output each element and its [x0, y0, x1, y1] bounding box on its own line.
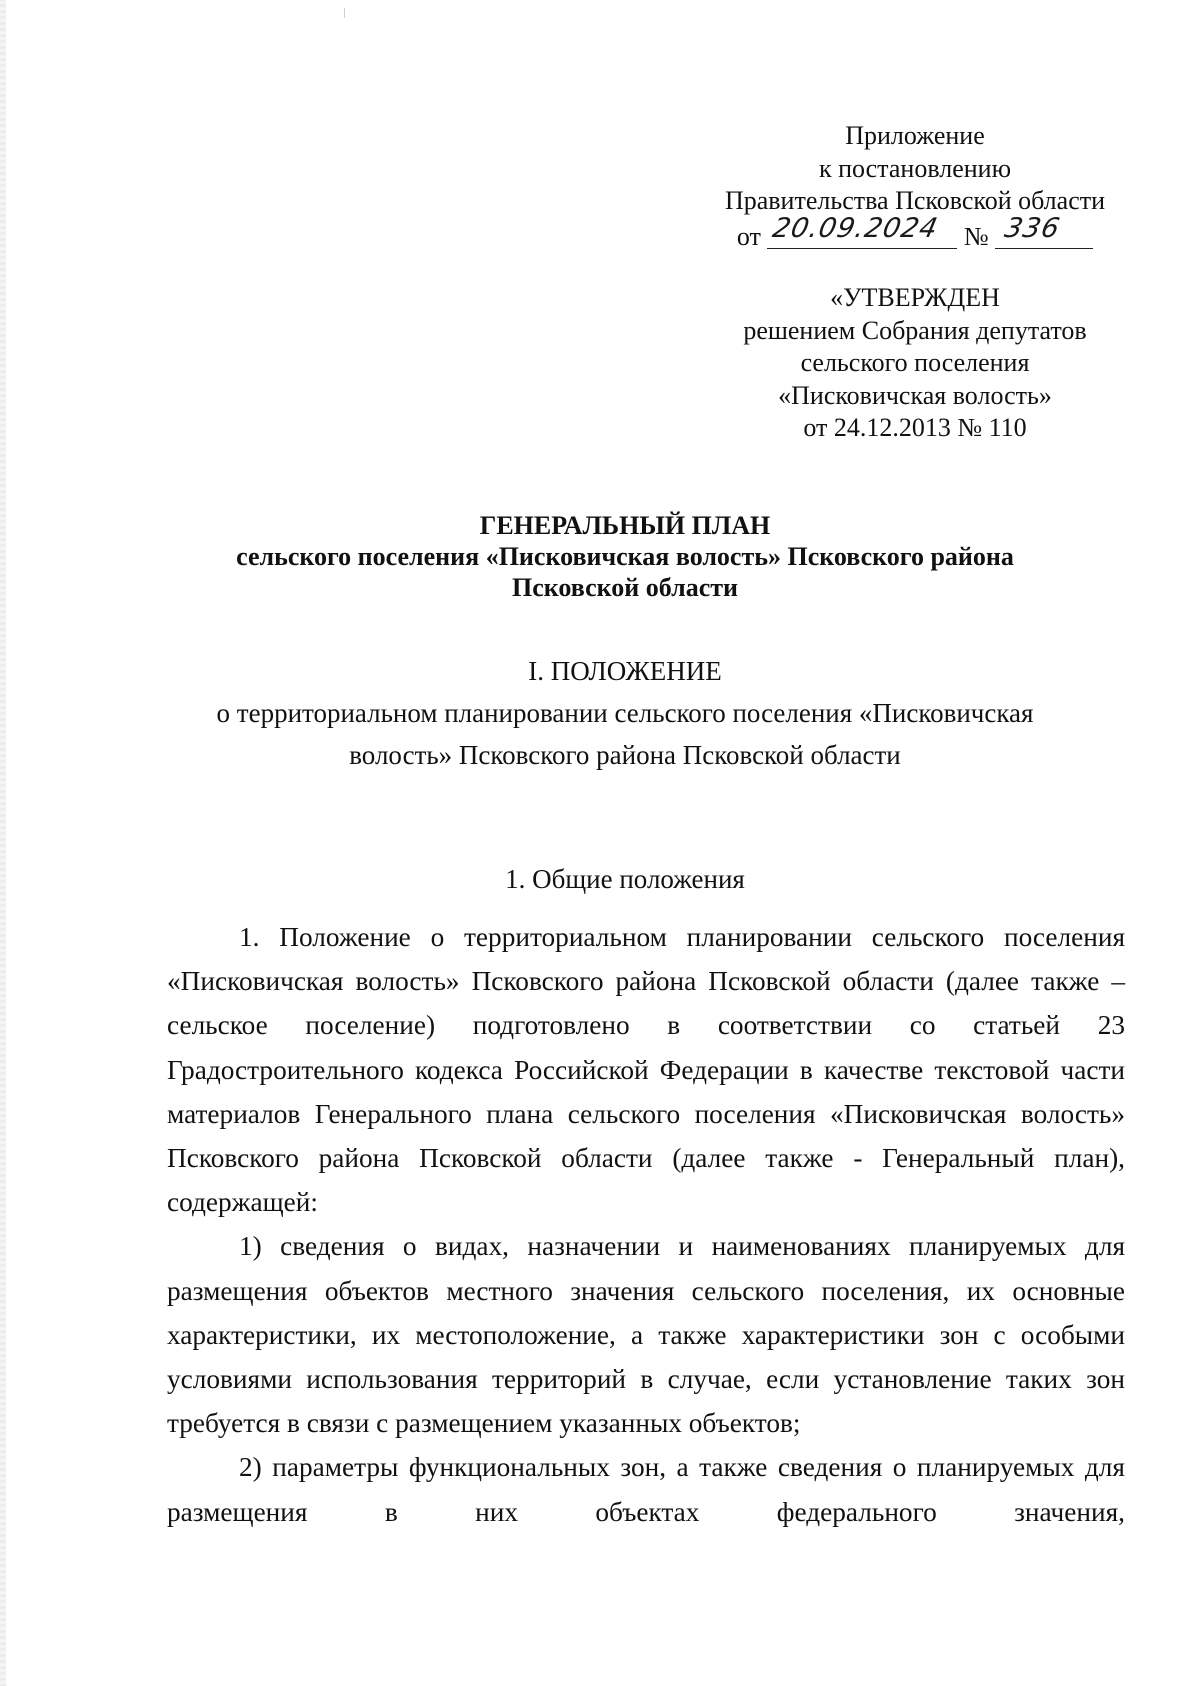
number-field	[995, 213, 1093, 249]
scan-edge	[0, 0, 6, 1686]
section-heading	[150, 650, 1100, 776]
appendix-block	[700, 120, 1130, 253]
document-title	[150, 510, 1100, 603]
section-subtitle-line1: о территориальном планировании сельского поселения «Писковичская	[216, 698, 1034, 728]
paragraph: 2) параметры функциональных зон, а также сведения о планируемых для размещения в них объектах федерального значения,	[167, 1452, 1125, 1527]
section-subtitle-line2: волость» Псковского района Псковской области	[349, 740, 901, 770]
title-main: ГЕНЕРАЛЬНЫЙ ПЛАН	[479, 511, 771, 540]
approved-settlement: сельского поселения	[800, 348, 1030, 377]
handwritten-number: 336	[1002, 213, 1064, 244]
approved-date: от 24.12.2013 № 110	[803, 413, 1027, 442]
paragraph: 1. Положение о территориальном планировании сельского поселения «Писковичская волость» Псковского района Псковской области (далее также – сельское поселение) подготовлено в соответствии со статьей 23 Градостроительного кодекса Российской Федерации в качестве текстовой части материалов Генерального плана сельского поселения «Писковичская волость» Псковского района Псковской области (далее также - Генеральный план), содержащей:	[167, 922, 1125, 1218]
approval-block	[700, 282, 1130, 445]
title-subtitle: сельского поселения «Писковичская волость» Псковского района	[236, 542, 1014, 571]
body-text	[167, 915, 1125, 1534]
number-label: №	[963, 221, 989, 251]
title-region: Псковской области	[511, 573, 738, 602]
appendix-title: Приложение	[845, 121, 985, 150]
appendix-to: к постановлению	[818, 153, 1012, 183]
paragraph: 1) сведения о видах, назначении и наименованиях планируемых для размещения объектов местного значения сельского поселения, их основные характеристики, их местоположение, а также характеристики зон с особыми условиями использования территорий в случае, если установление таких зон требуется в связи с размещением указанных объектов;	[167, 1231, 1125, 1439]
appendix-government: Правительства Псковской области	[724, 186, 1106, 215]
approved-settlement-name: «Писковичская волость»	[778, 380, 1052, 410]
subsection-heading: 1. Общие положения	[505, 864, 745, 894]
appendix-date-number-line	[700, 213, 1130, 254]
date-field	[767, 213, 957, 249]
section-title: I. ПОЛОЖЕНИЕ	[528, 656, 722, 686]
handwritten-date: 20.09.2024	[770, 213, 942, 244]
from-label: от	[736, 221, 761, 251]
scan-mark	[344, 8, 345, 18]
approved-decision: решением Собрания депутатов	[743, 315, 1087, 345]
approved-heading: «УТВЕРЖДЕН	[830, 283, 1000, 312]
